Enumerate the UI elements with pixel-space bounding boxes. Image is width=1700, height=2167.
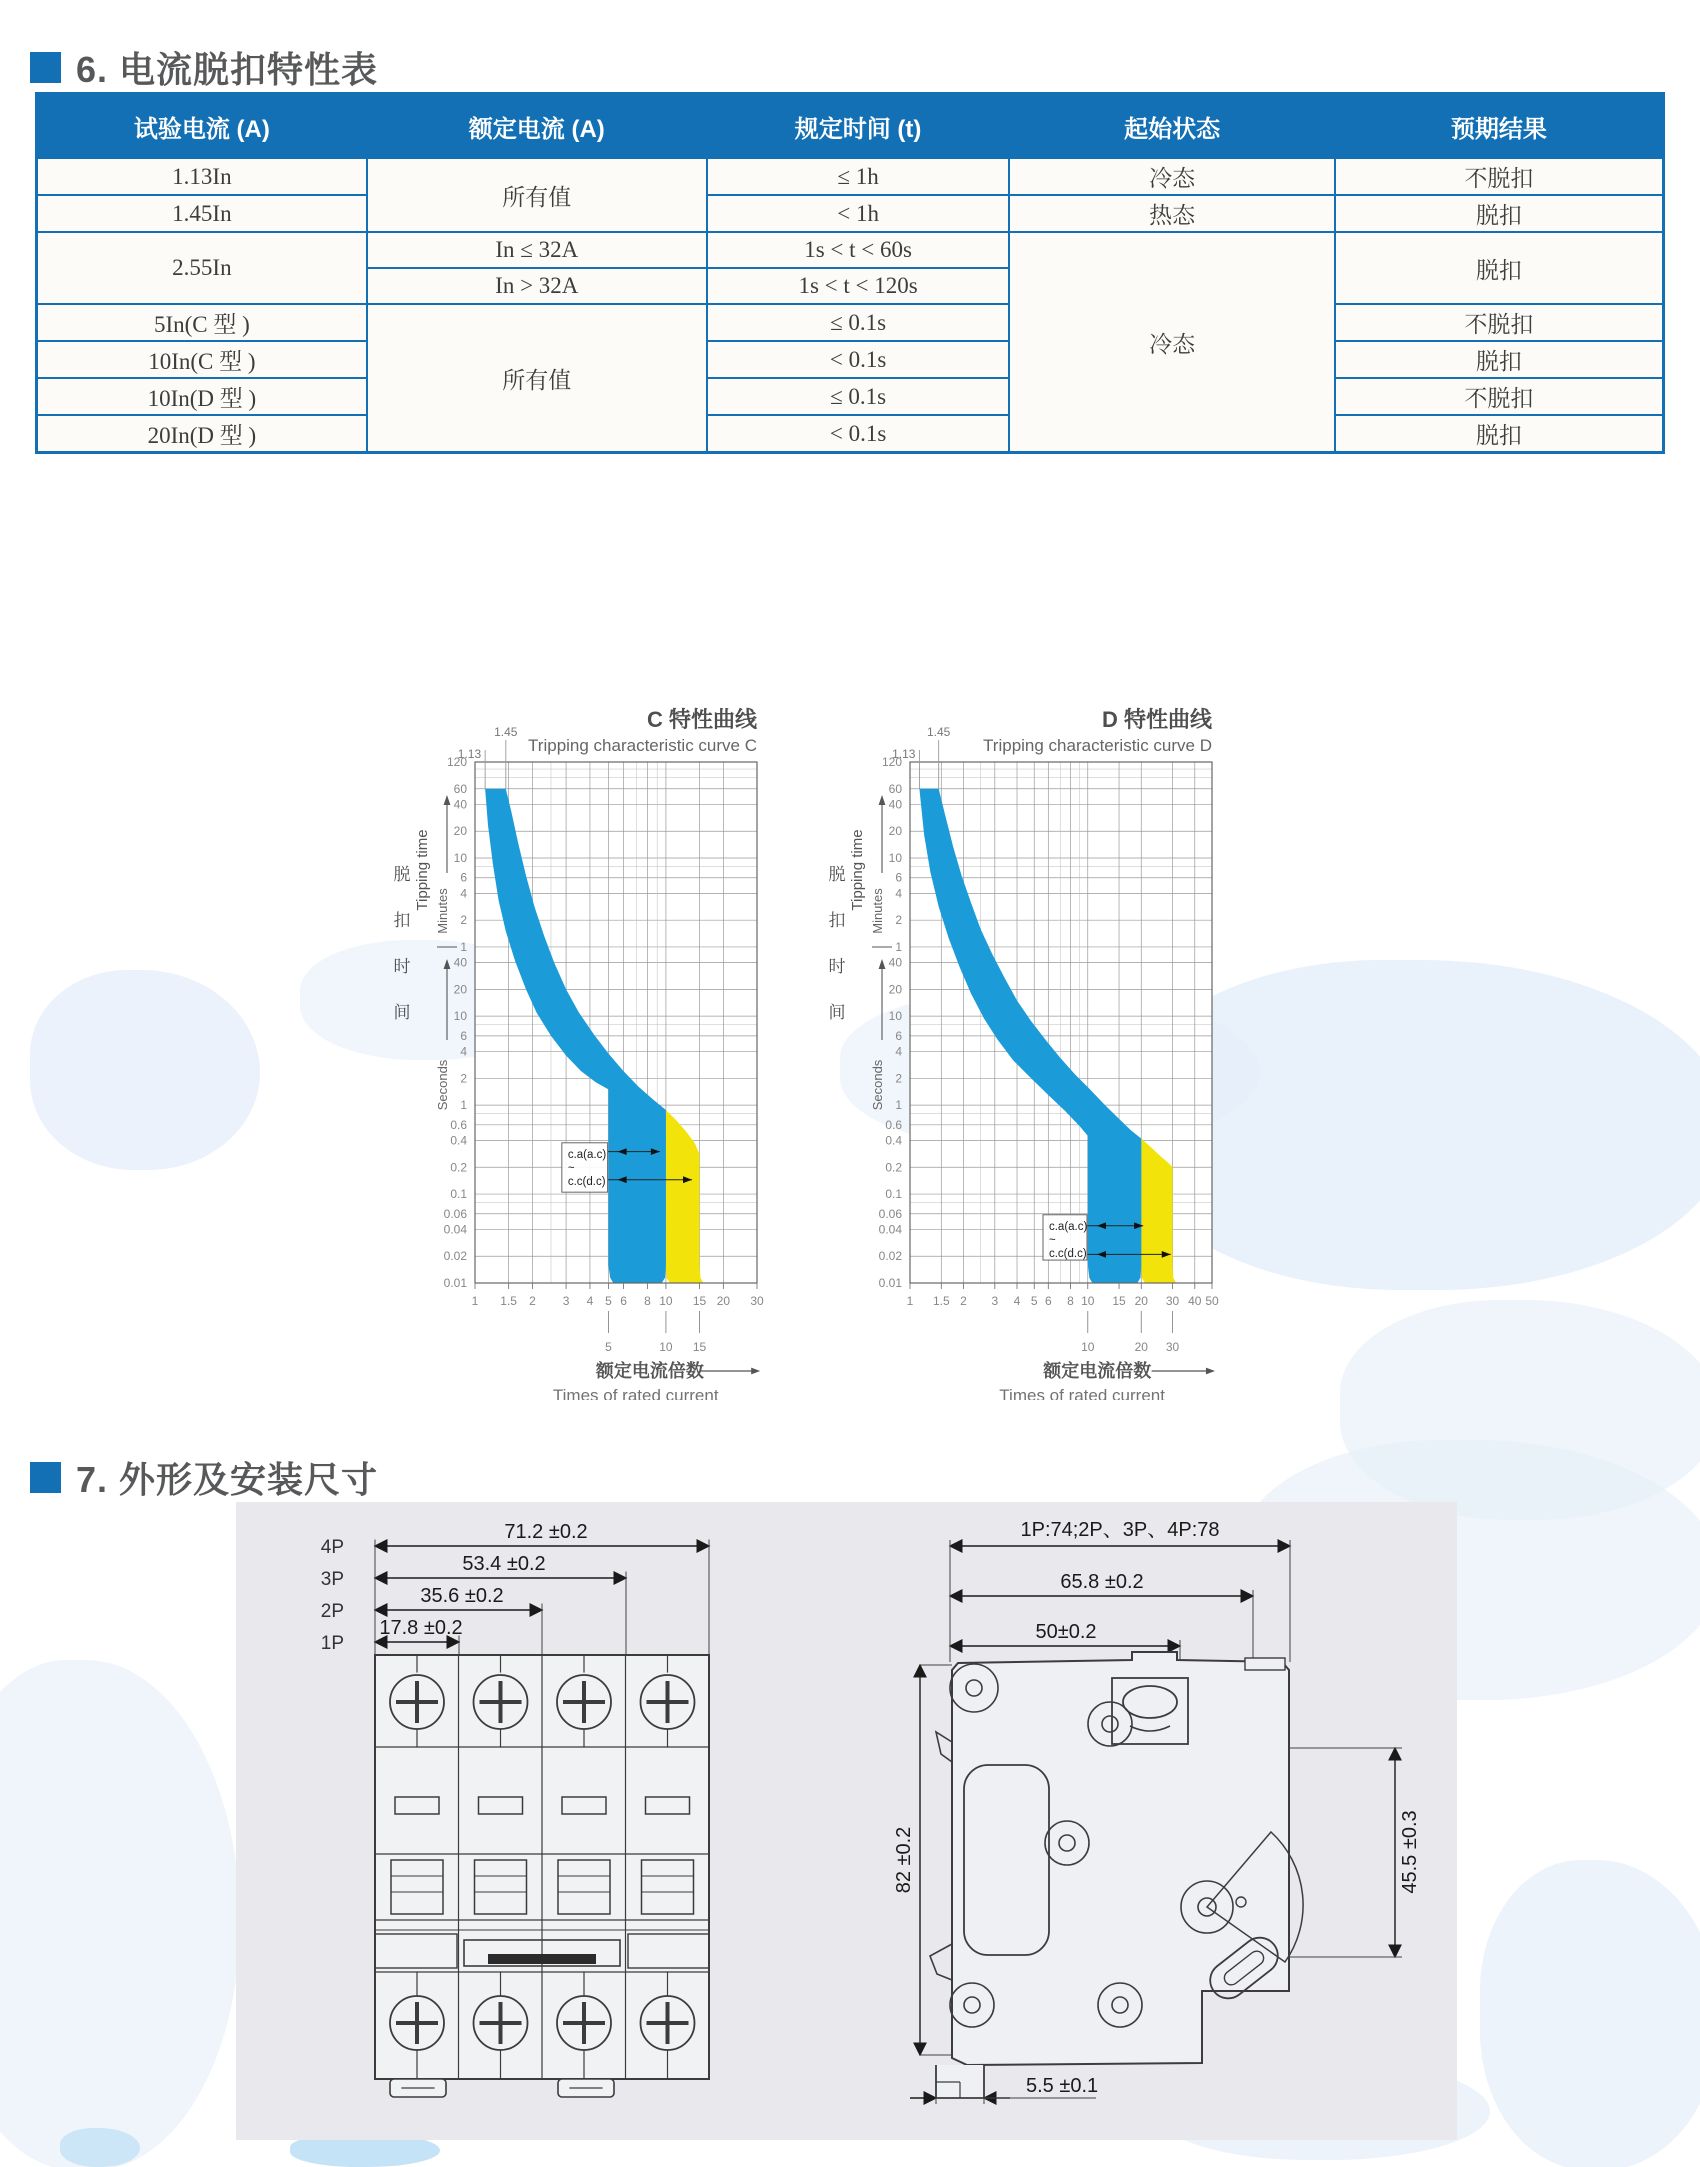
svg-text:10: 10 — [659, 1294, 673, 1308]
svg-text:10: 10 — [453, 850, 467, 865]
table-cell: 20In(D 型 ) — [37, 415, 367, 453]
table-cell: 冷态 — [1009, 158, 1334, 195]
svg-text:2: 2 — [529, 1294, 536, 1308]
x-axis-label-en: Times of rated current — [999, 1386, 1165, 1400]
svg-text:6: 6 — [1044, 1294, 1052, 1308]
svg-text:5: 5 — [1030, 1294, 1038, 1308]
svg-text:1: 1 — [460, 939, 467, 954]
svg-text:0.6: 0.6 — [450, 1117, 467, 1132]
table-row — [37, 415, 1664, 453]
svg-text:4: 4 — [460, 886, 467, 901]
table-cell: In ≤ 32A — [367, 232, 707, 268]
table-cell: < 0.1s — [707, 341, 1010, 378]
dim-label: 65.8 ±0.2 — [1060, 1571, 1144, 1593]
svg-text:0.4: 0.4 — [885, 1133, 902, 1148]
dim-label: 71.2 ±0.2 — [504, 1521, 588, 1543]
svg-text:20: 20 — [716, 1294, 731, 1308]
table-header-row — [37, 94, 1664, 159]
marker-145: 1.45 — [927, 725, 951, 739]
table-header-cell: 预期结果 — [1335, 94, 1664, 159]
seconds-label: Seconds — [435, 1059, 450, 1111]
chart-title-en: Tripping characteristic curve C — [528, 736, 757, 755]
table-cell: ≤ 0.1s — [707, 378, 1010, 415]
section-7-header — [30, 1452, 378, 1503]
table-cell: 1s < t < 60s — [707, 232, 1010, 268]
y-axis-label-cn: 脱 — [393, 865, 411, 884]
svg-text:0.04: 0.04 — [878, 1222, 902, 1237]
annotation-text: c.c(d.c) — [567, 1175, 606, 1188]
dim-label: 1P:74;2P、3P、4P:78 — [1020, 1519, 1220, 1541]
section-7-title: 7. 外形及安装尺寸 — [76, 1459, 379, 1500]
svg-text:5: 5 — [605, 1294, 612, 1308]
table-cell: 不脱扣 — [1335, 378, 1664, 415]
svg-text:10: 10 — [888, 1009, 902, 1024]
dim-label: 53.4 ±0.2 — [462, 1553, 546, 1575]
svg-text:120: 120 — [446, 755, 467, 769]
svg-text:4: 4 — [895, 886, 902, 901]
table-cell: 脱扣 — [1335, 232, 1664, 304]
y-axis-label-cn: 时 — [393, 957, 411, 976]
table-cell: 不脱扣 — [1335, 158, 1664, 195]
svg-text:0.01: 0.01 — [878, 1276, 902, 1290]
background-map-shape — [0, 1660, 240, 2167]
svg-text:1: 1 — [895, 939, 902, 954]
dim-label: 45.5 ±0.3 — [1399, 1810, 1421, 1894]
dim-label: 17.8 ±0.2 — [379, 1617, 463, 1639]
table-cell: ≤ 0.1s — [707, 304, 1010, 341]
svg-text:8: 8 — [644, 1294, 651, 1308]
section-bullet-icon — [30, 52, 61, 83]
svg-text:10: 10 — [659, 1340, 673, 1354]
tripping-curve-d — [780, 695, 1300, 1400]
svg-text:20: 20 — [453, 824, 467, 839]
table-header-cell: 试验电流 (A) — [37, 94, 367, 159]
table-cell: 2.55In — [37, 232, 367, 304]
table-row — [37, 195, 1664, 232]
svg-text:0.02: 0.02 — [443, 1249, 467, 1264]
dim-label: 50±0.2 — [1035, 1621, 1097, 1643]
svg-text:0.2: 0.2 — [450, 1160, 467, 1175]
svg-text:1.5: 1.5 — [500, 1294, 517, 1308]
pole-label: 4P — [320, 1537, 344, 1558]
trip-characteristics-table — [35, 92, 1665, 454]
pole-label: 2P — [320, 1601, 344, 1622]
dim-label: 35.6 ±0.2 — [420, 1585, 504, 1607]
annotation-text: ~ — [567, 1162, 575, 1175]
svg-text:20: 20 — [1134, 1340, 1148, 1354]
svg-text:40: 40 — [888, 797, 902, 812]
svg-text:0.4: 0.4 — [450, 1133, 467, 1148]
section-6-title: 6. 电流脱扣特性表 — [76, 49, 379, 90]
side-body-outline — [952, 1652, 1289, 2065]
table-header-cell: 起始状态 — [1009, 94, 1334, 159]
svg-text:20: 20 — [453, 982, 467, 997]
table-row — [37, 232, 1664, 268]
table-header-cell: 额定电流 (A) — [367, 94, 707, 159]
dim-label: 5.5 ±0.1 — [1026, 2075, 1099, 2097]
y-axis-label-cn: 扣 — [828, 911, 846, 930]
seconds-label: Seconds — [870, 1059, 885, 1111]
table-row — [37, 304, 1664, 341]
annotation-text: c.a(a.c) — [567, 1148, 607, 1161]
svg-text:0.06: 0.06 — [878, 1206, 902, 1221]
svg-text:2: 2 — [895, 1071, 902, 1086]
svg-text:6: 6 — [460, 1028, 467, 1043]
svg-text:0.02: 0.02 — [878, 1249, 902, 1264]
x-axis-label-cn: 额定电流倍数 — [595, 1361, 704, 1381]
table-row — [37, 341, 1664, 378]
chart-title-cn: C 特性曲线 — [646, 707, 757, 732]
dim-label: 82 ±0.2 — [893, 1826, 915, 1894]
minutes-label: Minutes — [435, 888, 450, 934]
svg-text:40: 40 — [453, 797, 467, 812]
svg-text:15: 15 — [1112, 1294, 1126, 1308]
section-6-header — [30, 42, 378, 93]
dimension-drawings — [236, 1502, 1457, 2140]
svg-text:3: 3 — [562, 1294, 570, 1308]
marker-145: 1.45 — [494, 725, 518, 739]
svg-text:0.2: 0.2 — [885, 1160, 902, 1175]
svg-text:15: 15 — [692, 1340, 707, 1354]
y-axis-label-cn: 扣 — [393, 911, 411, 930]
table-cell: 所有值 — [367, 158, 707, 232]
svg-text:4: 4 — [586, 1294, 594, 1308]
trip-table-wrap — [35, 92, 1665, 454]
y-axis-label-en: Tipping time — [849, 829, 866, 911]
svg-text:2: 2 — [460, 913, 467, 928]
svg-text:5: 5 — [605, 1340, 612, 1354]
svg-text:30: 30 — [1165, 1340, 1180, 1354]
marker-113: 1.13 — [457, 747, 482, 761]
table-cell: 1.45In — [37, 195, 367, 232]
table-cell: < 1h — [707, 195, 1010, 232]
table-cell: 不脱扣 — [1335, 304, 1664, 341]
front-view-drawing — [321, 1521, 709, 2097]
svg-text:6: 6 — [620, 1294, 627, 1308]
x-axis-label-en: Times of rated current — [552, 1386, 719, 1400]
svg-text:1: 1 — [471, 1294, 479, 1308]
svg-text:0.1: 0.1 — [885, 1187, 902, 1202]
table-cell: 10In(D 型 ) — [37, 378, 367, 415]
table-row — [37, 378, 1664, 415]
table-row — [37, 158, 1664, 195]
y-axis-label-cn: 间 — [828, 1003, 846, 1022]
svg-text:0.6: 0.6 — [885, 1117, 902, 1132]
svg-text:1.5: 1.5 — [932, 1294, 950, 1308]
svg-text:0.04: 0.04 — [443, 1222, 467, 1237]
svg-text:60: 60 — [453, 781, 467, 796]
svg-text:4: 4 — [460, 1044, 467, 1059]
table-cell: 所有值 — [367, 304, 707, 453]
svg-text:20: 20 — [1134, 1294, 1148, 1308]
y-axis-label-cn: 时 — [828, 957, 846, 976]
table-header-cell: 规定时间 (t) — [707, 94, 1010, 159]
y-axis-label-cn: 脱 — [828, 865, 846, 884]
svg-text:40: 40 — [888, 955, 902, 970]
background-map-shape — [60, 2128, 140, 2167]
table-cell: 1.13In — [37, 158, 367, 195]
svg-text:30: 30 — [1165, 1294, 1180, 1308]
y-axis-label-en: Tipping time — [414, 829, 431, 911]
svg-text:20: 20 — [888, 982, 902, 997]
svg-text:2: 2 — [960, 1294, 967, 1308]
svg-text:0.1: 0.1 — [450, 1187, 467, 1202]
svg-text:1: 1 — [460, 1098, 467, 1113]
svg-text:30: 30 — [750, 1294, 764, 1308]
chart-title-en: Tripping characteristic curve D — [983, 736, 1212, 755]
table-cell: In > 32A — [367, 268, 707, 304]
annotation-text: c.c(d.c) — [1048, 1247, 1087, 1260]
marker-113: 1.13 — [892, 747, 916, 761]
table-cell: 10In(C 型 ) — [37, 341, 367, 378]
svg-text:0.06: 0.06 — [443, 1206, 467, 1221]
minutes-label: Minutes — [870, 888, 885, 934]
svg-text:4: 4 — [1013, 1294, 1021, 1308]
svg-text:1: 1 — [895, 1098, 902, 1113]
background-map-shape — [30, 970, 260, 1170]
table-cell: 热态 — [1009, 195, 1334, 232]
chart-title-cn: D 特性曲线 — [1101, 707, 1212, 732]
table-cell: 脱扣 — [1335, 415, 1664, 453]
pole-label: 3P — [320, 1569, 344, 1590]
svg-text:1: 1 — [906, 1294, 914, 1308]
svg-text:10: 10 — [1081, 1294, 1095, 1308]
svg-text:50: 50 — [1205, 1294, 1219, 1308]
svg-text:10: 10 — [1081, 1340, 1095, 1354]
svg-text:40: 40 — [453, 955, 467, 970]
svg-text:10: 10 — [453, 1009, 467, 1024]
pole-label: 1P — [320, 1633, 344, 1654]
annotation-text: c.a(a.c) — [1048, 1220, 1088, 1233]
table-cell: < 0.1s — [707, 415, 1010, 453]
svg-text:2: 2 — [460, 1071, 467, 1086]
y-axis-label-cn: 间 — [393, 1003, 411, 1022]
table-cell: 脱扣 — [1335, 195, 1664, 232]
table-cell: 冷态 — [1009, 232, 1334, 453]
svg-text:0.01: 0.01 — [443, 1276, 467, 1290]
svg-text:3: 3 — [991, 1294, 999, 1308]
svg-text:2: 2 — [895, 913, 902, 928]
tripping-curve-c — [330, 695, 820, 1400]
svg-text:40: 40 — [1188, 1294, 1202, 1308]
svg-text:60: 60 — [888, 781, 902, 796]
svg-text:20: 20 — [888, 824, 902, 839]
svg-text:6: 6 — [460, 870, 467, 885]
background-map-shape — [1480, 1860, 1700, 2167]
x-axis-label-cn: 额定电流倍数 — [1043, 1361, 1152, 1381]
dimension-drawing-panel — [236, 1502, 1457, 2140]
table-cell: ≤ 1h — [707, 158, 1010, 195]
section-bullet-icon — [30, 1462, 61, 1493]
side-view-drawing — [893, 1519, 1421, 2104]
svg-text:4: 4 — [895, 1044, 902, 1059]
table-cell: 脱扣 — [1335, 341, 1664, 378]
svg-text:8: 8 — [1067, 1294, 1074, 1308]
table-cell: 1s < t < 120s — [707, 268, 1010, 304]
annotation-text: ~ — [1048, 1234, 1056, 1247]
svg-text:15: 15 — [692, 1294, 707, 1308]
svg-text:6: 6 — [895, 870, 902, 885]
svg-text:6: 6 — [895, 1028, 902, 1043]
svg-text:120: 120 — [881, 755, 902, 769]
table-cell: 5In(C 型 ) — [37, 304, 367, 341]
svg-text:10: 10 — [888, 850, 902, 865]
